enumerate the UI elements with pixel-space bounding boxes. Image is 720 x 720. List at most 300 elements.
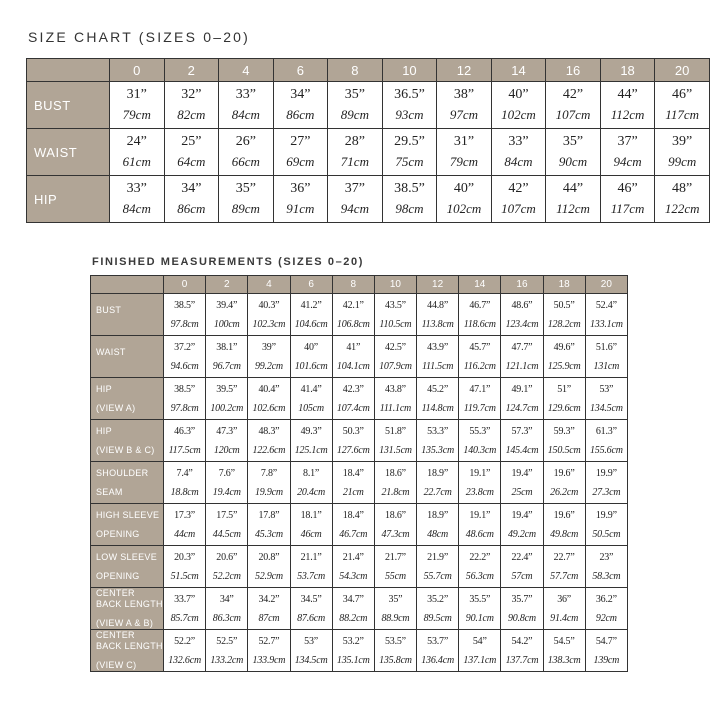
measurement-cell — [332, 336, 374, 378]
measurement-cell — [543, 420, 585, 462]
inch-value: 19.4” — [511, 467, 533, 479]
cm-value: 94cm — [613, 154, 642, 169]
measurement-cell — [248, 546, 290, 588]
measurement-cell — [164, 546, 206, 588]
inch-value: 51.6” — [595, 341, 617, 353]
size-header: 20 — [655, 59, 710, 82]
measurement-cell — [491, 176, 546, 223]
inch-value: 44.8” — [427, 299, 449, 311]
row-label-line: SHOULDER — [96, 467, 149, 478]
cm-value: 47.3cm — [381, 528, 410, 540]
cm-value: 102cm — [446, 201, 482, 216]
inch-value: 54.5” — [553, 635, 575, 647]
measurement-cell — [332, 630, 374, 672]
inch-value: 26” — [235, 134, 256, 149]
cm-value: 145.4cm — [505, 444, 539, 456]
inch-value: 52.7” — [258, 635, 280, 647]
cm-value: 55cm — [385, 570, 406, 582]
measurement-cell — [328, 129, 383, 176]
inch-value: 23” — [599, 551, 614, 563]
measurement-cell — [491, 82, 546, 129]
cm-value: 116.2cm — [463, 360, 496, 372]
measurement-cell — [585, 546, 627, 588]
row-label-line: OPENING — [96, 528, 140, 539]
row-label-line: (VIEW B & C) — [96, 444, 155, 455]
cm-value: 125.1cm — [294, 444, 328, 456]
inch-value: 54.2” — [511, 635, 533, 647]
row-label — [91, 336, 164, 378]
measurement-cell — [546, 82, 601, 129]
measurement-cell — [248, 588, 290, 630]
row-label-line: HIP — [96, 425, 112, 436]
measurement-cell — [374, 420, 416, 462]
inch-value: 35” — [344, 87, 365, 102]
size-header: 20 — [585, 276, 627, 294]
row-label-line: HIP — [96, 383, 112, 394]
cm-value: 120cm — [213, 444, 240, 456]
inch-value: 38.5” — [394, 181, 425, 196]
cm-value: 46cm — [300, 528, 322, 540]
inch-value: 34.2” — [258, 593, 280, 605]
inch-value: 38.5” — [174, 383, 196, 395]
measurement-cell — [501, 294, 543, 336]
measurement-cell — [164, 294, 206, 336]
inch-value: 55.3” — [469, 425, 491, 437]
row-label-line: CENTER BACK LENGTH — [96, 588, 163, 609]
cm-value: 135.8cm — [379, 654, 412, 666]
inch-value: 40” — [508, 87, 529, 102]
inch-value: 53” — [304, 635, 319, 647]
cm-value: 102.6cm — [252, 402, 286, 414]
row-label-line: (VIEW A & B) — [96, 618, 154, 628]
inch-value: 41.2” — [300, 299, 322, 311]
inch-value: 19.1” — [469, 467, 491, 479]
measurement-cell — [417, 420, 459, 462]
inch-value: 47.1” — [469, 383, 491, 395]
measurement-cell — [382, 82, 437, 129]
cm-value: 121.1cm — [505, 360, 539, 372]
measurement-cell — [332, 546, 374, 588]
inch-value: 53” — [599, 383, 614, 395]
inch-value: 57.3” — [511, 425, 533, 437]
cm-value: 113.8cm — [421, 318, 454, 330]
cm-value: 51.5cm — [170, 570, 199, 582]
measurement-cell — [332, 588, 374, 630]
inch-value: 42.5” — [384, 341, 406, 353]
cm-value: 119.7cm — [463, 402, 496, 414]
size-header: 16 — [501, 276, 543, 294]
inch-value: 44” — [617, 87, 638, 102]
inch-value: 19.9” — [595, 467, 617, 479]
size-header: 2 — [206, 276, 248, 294]
inch-value: 34” — [219, 593, 234, 605]
cm-value: 48cm — [427, 528, 449, 540]
inch-value: 18.1” — [300, 509, 322, 521]
cm-value: 133.9cm — [252, 654, 286, 666]
cm-value: 56.3cm — [465, 570, 494, 582]
row-label — [91, 504, 164, 546]
cm-value: 84cm — [122, 201, 151, 216]
inch-value: 45.7” — [469, 341, 491, 353]
cm-value: 150.5cm — [547, 444, 581, 456]
measurement-row — [91, 588, 628, 630]
measurement-cell — [459, 546, 501, 588]
inch-value: 38” — [453, 87, 475, 102]
inch-value: 37.2” — [174, 341, 196, 353]
measurement-cell — [248, 378, 290, 420]
inch-value: 61.3” — [595, 425, 617, 437]
measurement-cell — [382, 129, 437, 176]
measurement-cell — [374, 462, 416, 504]
measurement-cell — [459, 462, 501, 504]
measurement-cell — [437, 129, 492, 176]
cm-value: 99.2cm — [254, 360, 283, 372]
cm-value: 101.6cm — [294, 360, 328, 372]
cm-value: 117.5cm — [168, 444, 201, 456]
inch-value: 54” — [472, 635, 487, 647]
measurement-cell — [543, 504, 585, 546]
measurement-cell — [655, 82, 710, 129]
cm-value: 106.8cm — [336, 318, 370, 330]
cm-value: 19.9cm — [254, 486, 283, 498]
measurement-cell — [585, 630, 627, 672]
inch-value: 20.8” — [258, 551, 280, 563]
inch-value: 35” — [235, 181, 256, 196]
cm-value: 134.5cm — [294, 654, 328, 666]
cm-value: 52.2cm — [212, 570, 241, 582]
cm-value: 107cm — [555, 107, 591, 122]
measurement-cell — [585, 504, 627, 546]
inch-value: 31” — [453, 134, 475, 149]
cm-value: 97.8cm — [170, 402, 199, 414]
measurement-cell — [543, 630, 585, 672]
measurement-cell — [248, 630, 290, 672]
cm-value: 86.3cm — [212, 612, 241, 624]
row-label — [27, 82, 110, 129]
measurement-cell — [290, 588, 332, 630]
inch-value: 52.5” — [216, 635, 238, 647]
cm-value: 104.1cm — [336, 360, 370, 372]
cm-value: 128.2cm — [547, 318, 581, 330]
cm-value: 102cm — [501, 107, 536, 122]
inch-value: 18.6” — [384, 509, 406, 521]
inch-value: 36” — [290, 181, 311, 196]
cm-value: 64cm — [177, 154, 206, 169]
cm-value: 44.5cm — [212, 528, 241, 540]
cm-value: 107.4cm — [336, 402, 370, 414]
inch-value: 52.2” — [174, 635, 196, 647]
inch-value: 35” — [562, 134, 584, 149]
size-header: 8 — [328, 59, 383, 82]
measurement-cell — [110, 176, 165, 223]
measurement-cell — [164, 420, 206, 462]
cm-value: 100cm — [213, 318, 240, 330]
measurement-cell — [655, 129, 710, 176]
inch-value: 35.2” — [427, 593, 449, 605]
inch-value: 18.4” — [342, 467, 364, 479]
cm-value: 48.6cm — [465, 528, 494, 540]
measurement-cell — [546, 129, 601, 176]
cm-value: 58.3cm — [592, 570, 621, 582]
inch-value: 33” — [126, 181, 147, 196]
measurement-cell — [374, 546, 416, 588]
cm-value: 25cm — [511, 486, 533, 498]
cm-value: 133.2cm — [210, 654, 244, 666]
inch-value: 48.3” — [258, 425, 280, 437]
cm-value: 124.7cm — [505, 402, 539, 414]
measurement-cell — [501, 336, 543, 378]
measurement-cell — [417, 588, 459, 630]
cm-value: 84cm — [504, 154, 533, 169]
measurement-cell — [501, 378, 543, 420]
cm-value: 86cm — [286, 107, 315, 122]
measurement-cell — [585, 294, 627, 336]
row-label-line: OPENING — [96, 570, 140, 581]
inch-value: 7.6” — [218, 467, 235, 479]
measurement-cell — [110, 82, 165, 129]
inch-value: 19.6” — [553, 467, 575, 479]
measurement-row — [91, 462, 628, 504]
inch-value: 45.2” — [427, 383, 449, 395]
measurement-cell — [206, 378, 248, 420]
size-header: 6 — [273, 59, 328, 82]
inch-value: 48” — [672, 181, 693, 196]
measurement-row — [91, 420, 628, 462]
row-label — [91, 588, 164, 630]
measurement-cell — [164, 504, 206, 546]
measurement-row — [91, 504, 628, 546]
row-label — [27, 176, 110, 223]
cm-value: 131cm — [593, 360, 620, 372]
measurement-cell — [374, 588, 416, 630]
cm-value: 94.6cm — [170, 360, 199, 372]
measurement-cell — [501, 420, 543, 462]
finished-measurements-title: FINISHED MEASUREMENTS (SIZES 0–20) — [92, 256, 364, 268]
inch-value: 50.5” — [553, 299, 575, 311]
measurement-cell — [459, 504, 501, 546]
measurement-cell — [437, 82, 492, 129]
inch-value: 50.3” — [342, 425, 364, 437]
cm-value: 21cm — [342, 486, 364, 498]
cm-value: 87cm — [258, 612, 280, 624]
measurement-cell — [164, 462, 206, 504]
measurement-cell — [248, 420, 290, 462]
cm-value: 123.4cm — [505, 318, 539, 330]
measurement-cell — [501, 588, 543, 630]
measurement-row — [91, 630, 628, 672]
row-label — [27, 129, 110, 176]
cm-value: 139cm — [593, 654, 620, 666]
cm-value: 79cm — [449, 154, 479, 169]
cm-value: 97.8cm — [170, 318, 199, 330]
cm-value: 44cm — [174, 528, 196, 540]
inch-value: 18.6” — [384, 467, 406, 479]
inch-value: 43.9” — [427, 341, 449, 353]
measurement-cell — [491, 129, 546, 176]
measurement-cell — [206, 588, 248, 630]
cm-value: 19.4cm — [212, 486, 241, 498]
measurement-cell — [501, 462, 543, 504]
cm-value: 89cm — [231, 201, 260, 216]
inch-value: 29.5” — [394, 134, 425, 149]
cm-value: 50.5cm — [592, 528, 621, 540]
inch-value: 43.5” — [384, 299, 406, 311]
cm-value: 111.1cm — [379, 402, 412, 414]
measurement-cell — [164, 176, 219, 223]
measurement-cell — [501, 546, 543, 588]
inch-value: 28” — [344, 134, 365, 149]
inch-value: 39.5” — [216, 383, 238, 395]
cm-value: 82cm — [177, 107, 206, 122]
inch-value: 31” — [126, 87, 147, 102]
size-header: 18 — [600, 59, 655, 82]
measurement-cell — [206, 462, 248, 504]
inch-value: 46” — [617, 181, 638, 196]
inch-value: 42” — [562, 87, 584, 102]
inch-value: 33” — [235, 87, 256, 102]
cm-value: 53.7cm — [297, 570, 326, 582]
measurement-cell — [290, 630, 332, 672]
measurement-cell — [585, 420, 627, 462]
measurement-cell — [248, 294, 290, 336]
inch-value: 20.3” — [174, 551, 196, 563]
inch-value: 40.4” — [258, 383, 280, 395]
inch-value: 17.8” — [258, 509, 280, 521]
inch-value: 19.1” — [469, 509, 491, 521]
inch-value: 39” — [672, 134, 693, 149]
inch-value: 41” — [346, 341, 361, 353]
inch-value: 21.7” — [384, 551, 406, 563]
inch-value: 19.9” — [595, 509, 617, 521]
measurement-cell — [332, 504, 374, 546]
cm-value: 105cm — [298, 402, 324, 414]
inch-value: 53.2” — [342, 635, 364, 647]
row-label — [91, 546, 164, 588]
cm-value: 26.2cm — [550, 486, 579, 498]
measurement-cell — [164, 630, 206, 672]
measurement-cell — [164, 588, 206, 630]
inch-value: 33” — [508, 134, 529, 149]
cm-value: 125.9cm — [547, 360, 581, 372]
measurement-cell — [417, 630, 459, 672]
measurement-cell — [273, 129, 328, 176]
inch-value: 21.9” — [427, 551, 449, 563]
cm-value: 117cm — [610, 201, 645, 216]
cm-value: 79cm — [122, 107, 151, 122]
measurement-cell — [585, 336, 627, 378]
inch-value: 59.3” — [553, 425, 575, 437]
row-label-line: BUST — [96, 305, 122, 315]
inch-value: 51” — [557, 383, 572, 395]
size-header: 4 — [248, 276, 290, 294]
measurement-cell — [417, 378, 459, 420]
inch-value: 17.3” — [174, 509, 196, 521]
inch-value: 53.5” — [384, 635, 406, 647]
measurement-cell — [501, 630, 543, 672]
measurement-cell — [459, 630, 501, 672]
measurement-cell — [290, 462, 332, 504]
cm-value: 122.6cm — [252, 444, 286, 456]
measurement-cell — [374, 378, 416, 420]
row-label — [91, 378, 164, 420]
inch-value: 38.5” — [174, 299, 196, 311]
measurement-cell — [248, 336, 290, 378]
inch-value: 42.1” — [342, 299, 364, 311]
cm-value: 107.9cm — [379, 360, 412, 372]
cm-value: 91cm — [286, 201, 315, 216]
inch-value: 7.4” — [176, 467, 193, 479]
inch-value: 53.7” — [427, 635, 449, 647]
measurement-cell — [585, 588, 627, 630]
row-label — [91, 630, 164, 672]
cm-value: 117cm — [665, 107, 699, 122]
cm-value: 66cm — [231, 154, 260, 169]
measurement-cell — [543, 462, 585, 504]
measurement-cell — [543, 588, 585, 630]
cm-value: 138.3cm — [547, 654, 581, 666]
cm-value: 112cm — [556, 201, 590, 216]
cm-value: 100.2cm — [210, 402, 244, 414]
measurement-cell — [543, 294, 585, 336]
measurement-cell — [164, 336, 206, 378]
inch-value: 7.8” — [260, 467, 277, 479]
inch-value: 20.6” — [216, 551, 238, 563]
measurement-cell — [332, 420, 374, 462]
inch-value: 18.9” — [427, 509, 449, 521]
inch-value: 53.3” — [427, 425, 449, 437]
cm-value: 114.8cm — [421, 402, 454, 414]
inch-value: 51.8” — [384, 425, 406, 437]
inch-value: 19.6” — [553, 509, 575, 521]
cm-value: 54.3cm — [339, 570, 368, 582]
measurement-cell — [290, 546, 332, 588]
cm-value: 86cm — [177, 201, 206, 216]
inch-value: 38.1” — [216, 341, 238, 353]
measurement-cell — [164, 129, 219, 176]
measurement-cell — [459, 336, 501, 378]
size-header: 18 — [543, 276, 585, 294]
inch-value: 47.3” — [216, 425, 238, 437]
inch-value: 18.4” — [342, 509, 364, 521]
inch-value: 37” — [617, 134, 638, 149]
measurement-cell — [374, 336, 416, 378]
measurement-cell — [206, 294, 248, 336]
row-label-line: (VIEW C) — [96, 660, 137, 670]
size-header-row — [91, 276, 628, 294]
measurement-cell — [600, 82, 655, 129]
cm-value: 137.1cm — [463, 654, 497, 666]
measurement-row — [27, 129, 710, 176]
row-label-line: CENTER BACK LENGTH — [96, 630, 163, 651]
measurement-row — [91, 336, 628, 378]
cm-value: 55.7cm — [423, 570, 452, 582]
measurement-cell — [459, 294, 501, 336]
cm-value: 134.5cm — [589, 402, 623, 414]
cm-value: 97cm — [449, 107, 479, 122]
cm-value: 52.9cm — [254, 570, 283, 582]
measurement-cell — [382, 176, 437, 223]
row-label-line: HIGH SLEEVE — [96, 509, 160, 520]
size-header: 6 — [290, 276, 332, 294]
measurement-row — [91, 294, 628, 336]
size-header: 4 — [219, 59, 274, 82]
measurement-cell — [543, 336, 585, 378]
size-header: 0 — [164, 276, 206, 294]
measurement-cell — [417, 294, 459, 336]
size-header: 10 — [374, 276, 416, 294]
inch-value: 36” — [557, 593, 572, 605]
measurement-cell — [164, 378, 206, 420]
